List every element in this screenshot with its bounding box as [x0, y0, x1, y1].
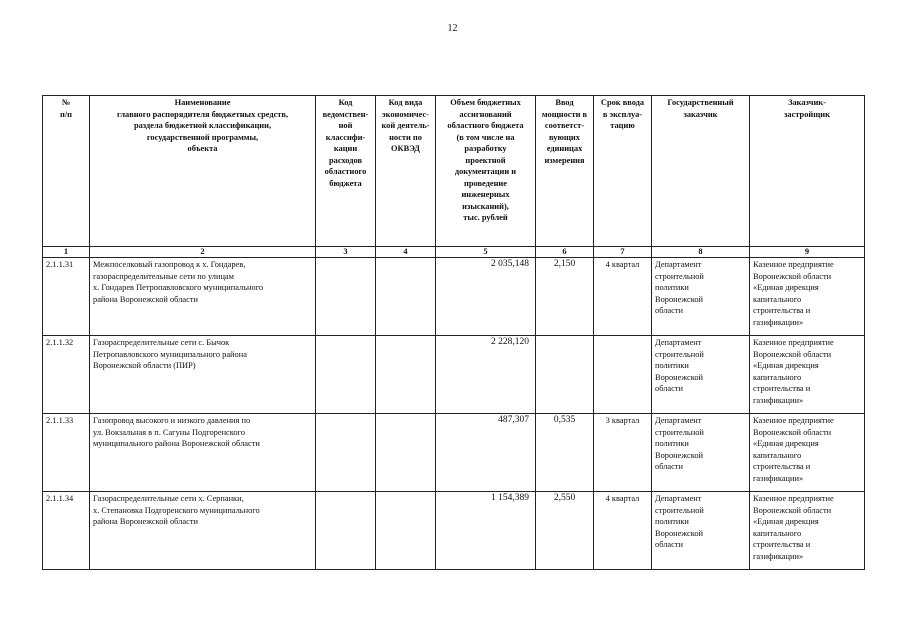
row-number: 2.1.1.34	[43, 492, 90, 570]
object-name: Межпоселковый газопровод к х. Гондарев, газораспределительные сети по улицам х. Гондарев Петропавловского муниципального района Воронежской области	[90, 258, 316, 336]
capital-investment-table	[42, 95, 865, 570]
column-number: 9	[750, 247, 865, 258]
header-num: № п/п	[43, 96, 90, 247]
capacity: 2,550	[536, 492, 594, 570]
object-name: Газораспределительные сети с. Бычок Петропавловского муниципального района Воронежской области (ПИР)	[90, 336, 316, 414]
okved-code	[376, 336, 436, 414]
header-developer: Заказчик- застройщик	[750, 96, 865, 247]
commission-term: 4 квартал	[594, 492, 652, 570]
row-number: 2.1.1.33	[43, 414, 90, 492]
table-row	[43, 492, 865, 570]
state-customer: Департамент строительной политики Воронежской области	[652, 336, 750, 414]
state-customer: Департамент строительной политики Воронежской области	[652, 414, 750, 492]
commission-term	[594, 336, 652, 414]
okved-code	[376, 492, 436, 570]
developer: Казенное предприятие Воронежской области «Единая дирекция капитального строительства и газификации»	[750, 336, 865, 414]
developer: Казенное предприятие Воронежской области «Единая дирекция капитального строительства и газификации»	[750, 414, 865, 492]
capacity	[536, 336, 594, 414]
column-number: 4	[376, 247, 436, 258]
row-number: 2.1.1.32	[43, 336, 90, 414]
table-row	[43, 258, 865, 336]
header-term: Срок ввода в эксплуа- тацию	[594, 96, 652, 247]
okved-code	[376, 258, 436, 336]
header-row	[43, 96, 865, 247]
table-row	[43, 336, 865, 414]
column-number: 8	[652, 247, 750, 258]
vedom-code	[316, 336, 376, 414]
object-name: Газораспределительные сети х. Серпанки, х. Степановка Подгоренского муниципального района Воронежской области	[90, 492, 316, 570]
header-power: Ввод мощности в соответст- вующих единицах измерения	[536, 96, 594, 247]
budget-volume: 2 035,148	[436, 258, 536, 336]
capacity: 0,535	[536, 414, 594, 492]
column-number: 2	[90, 247, 316, 258]
column-number-row	[43, 247, 865, 258]
row-number: 2.1.1.31	[43, 258, 90, 336]
budget-volume: 1 154,389	[436, 492, 536, 570]
budget-volume: 487,307	[436, 414, 536, 492]
okved-code	[376, 414, 436, 492]
header-name: Наименование главного распорядителя бюджетных средств, раздела бюджетной классификации, государственной программы, объекта	[90, 96, 316, 247]
vedom-code	[316, 414, 376, 492]
state-customer: Департамент строительной политики Воронежской области	[652, 492, 750, 570]
column-number: 6	[536, 247, 594, 258]
commission-term: 3 квартал	[594, 414, 652, 492]
header-customer: Государственный заказчик	[652, 96, 750, 247]
vedom-code	[316, 492, 376, 570]
object-name: Газопровод высокого и низкого давления по ул. Вокзальная в п. Сагуны Подгоренского муниципального района Воронежской области	[90, 414, 316, 492]
table-row	[43, 414, 865, 492]
developer: Казенное предприятие Воронежской области «Единая дирекция капитального строительства и газификации»	[750, 258, 865, 336]
capacity: 2,150	[536, 258, 594, 336]
column-number: 7	[594, 247, 652, 258]
state-customer: Департамент строительной политики Воронежской области	[652, 258, 750, 336]
header-code-okved: Код вида экономичес- кой деятель- ности по ОКВЭД	[376, 96, 436, 247]
column-number: 3	[316, 247, 376, 258]
column-number: 5	[436, 247, 536, 258]
page-number: 12	[447, 23, 458, 34]
developer: Казенное предприятие Воронежской области «Единая дирекция капитального строительства и газификации»	[750, 492, 865, 570]
header-volume: Объем бюджетных ассигнований областного бюджета (в том числе на разработку проектной документации и проведение инженерных изысканий), тыс. рублей	[436, 96, 536, 247]
vedom-code	[316, 258, 376, 336]
header-code-vedom: Код ведомствен- ной классифи- кации расходов областного бюджета	[316, 96, 376, 247]
budget-volume: 2 228,120	[436, 336, 536, 414]
column-number: 1	[43, 247, 90, 258]
commission-term: 4 квартал	[594, 258, 652, 336]
